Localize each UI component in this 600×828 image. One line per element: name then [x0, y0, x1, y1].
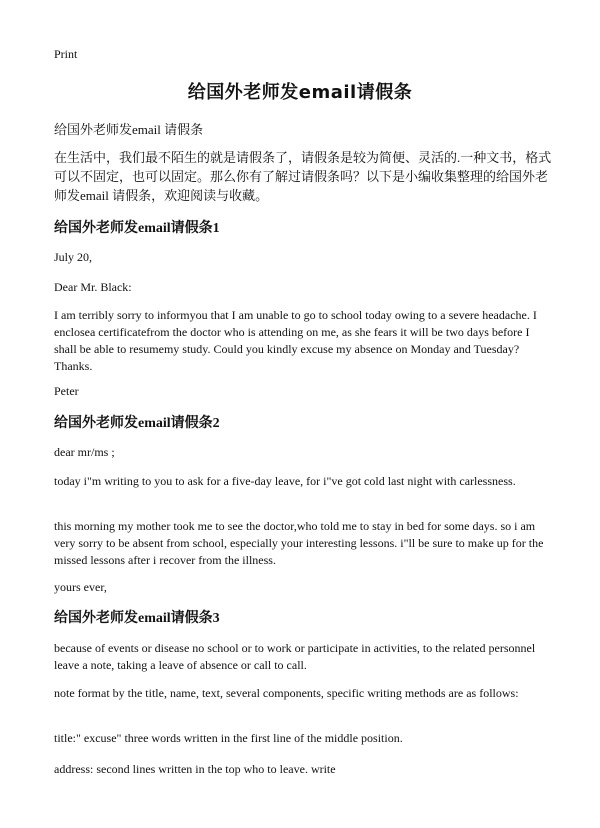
intro-paragraph: 在生活中，我们最不陌生的就是请假条了，请假条是较为简便、灵活的.一种文书，格式可以不固定，也可以固定。那么你有了解过请假条吗？以下是小编收集整理的给国外老师发email 请假条，欢迎阅读与收藏。 — [54, 150, 552, 203]
section-3-paragraph-1: because of events or disease no school or to work or participate in activities, to the related personnel leave a note, taking a leave of absence or call to call. — [54, 641, 536, 672]
section-2-greeting: dear mr/ms ; — [54, 445, 115, 459]
section-1-greeting: Dear Mr. Black: — [54, 280, 132, 294]
document-title: 给国外老师发email请假条 — [187, 82, 413, 103]
section-1-signature: Peter — [54, 384, 79, 398]
print-label: Print — [54, 47, 78, 61]
section-1-body: I am terribly sorry to informyou that I am unable to go to school today owing to a severe headache. I enclosea certificatefrom the doctor who is attending on me, as she fears it will be two days before I shall be able to resumemy study. Could you kindly excuse my absence on Monday and Tuesday? Thanks. — [54, 308, 537, 373]
section-3-heading: 给国外老师发email请假条3 — [54, 611, 220, 626]
section-1-date: July 20, — [54, 250, 93, 264]
section-3-paragraph-2: note format by the title, name, text, several components, specific writing methods are as follows: — [54, 686, 519, 700]
document-subtitle: 给国外老师发email 请假条 — [54, 122, 204, 137]
section-2-paragraph-2: this morning my mother took me to see the doctor,who told me to stay in bed for some days. so i am very sorry to be absent from school, especially your interesting lessons. i"ll be sure to make up for the missed lessons after i recover from the illness. — [54, 519, 544, 567]
section-2-heading: 给国外老师发email请假条2 — [54, 416, 220, 431]
section-2-paragraph-1: today i"m writing to you to ask for a five-day leave, for i"ve got cold last night with carlessness. — [54, 474, 516, 488]
section-1-heading: 给国外老师发email请假条1 — [54, 221, 220, 236]
section-3-paragraph-3: title:" excuse" three words written in the first line of the middle position. — [54, 731, 403, 745]
section-3-paragraph-4: address: second lines written in the top who to leave. write — [54, 762, 336, 776]
section-2-closing: yours ever, — [54, 580, 107, 594]
